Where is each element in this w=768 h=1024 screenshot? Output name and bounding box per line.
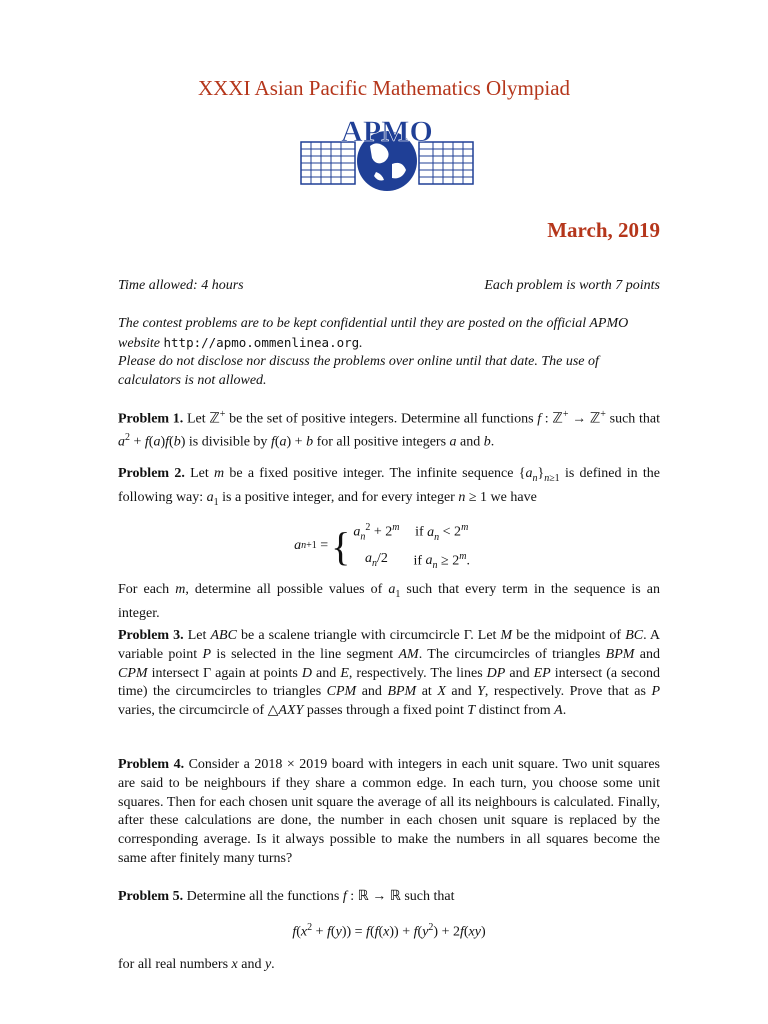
exam-meta — [118, 278, 660, 294]
problem-3: Problem 3. Let ABC be a scalene triangle with circumcircle Γ. Let M be the midpoint of BC. A variable point P is selected in the line segment AM. The circumcircles of triangles BPM and CPM intersect Γ again at points D and E, respectively. The lines DP and EP intersect (a second time) the circumcircles to triangles CPM and BPM at X and Y, respectively. Prove that as P varies, the circumcircle of △AXY passes through a fixed point T distinct from A. — [118, 628, 661, 719]
problem-4-label: Problem 4. — [118, 757, 185, 772]
problem-5-label: Problem 5. — [118, 889, 184, 904]
problem-1: Problem 1. Let ℤ+ be the set of positive integers. Determine all functions f : ℤ+ → ℤ+ such that $a^2 + f(a)f(b)$ is divisible by f(a) + b for all positive integers a and b. — [118, 409, 660, 451]
confidentiality-notice: The contest problems are to be kept confidential until they are posted on the official APMO website http://apmo.ommenlinea.org. Please do not disclose nor discuss the problems over online until that date. The use of calculators is not allowed. — [118, 316, 629, 388]
problem-3-label: Problem 3. — [118, 628, 184, 643]
logo-text: APMO — [341, 116, 433, 148]
points-per-problem: Each problem is worth 7 points — [484, 278, 660, 293]
functional-equation: $f(x^2 + f(y)) = f(f(x)) + f(y^2) + 2f(xy)$ — [292, 921, 486, 940]
problem-1-label: Problem 1. — [118, 411, 184, 427]
problem-2: Problem 2. Let m be a fixed positive integer. The infinite sequence $\{a_n\}_{n\ge 1}$ is defined in the following way: $a_1$ is a positive integer, and for every integer n ≥ 1 we have a n+1 = { $a_n^2 + 2^m$ if $a_n < 2^m$ $a_n/2$ if $a_n \ge 2^m$. For each m, determine all possible values of $a_1$ such that every term in the sequence is an integer. — [118, 466, 660, 621]
problem-4: Problem 4. Consider a 2018 × 2019 board with integers in each unit square. Two unit squares are said to be neighbours if they share a common edge. In each turn, you choose some unit squares. Then for each chosen unit square the average of all its neighbours is calculated. Finally, after these calculations are done, the number in each chosen unit square is replaced by the corresponding average. Is it always possible to make the numbers in all squares become the same after finitely many turns? — [118, 757, 660, 866]
page-title: XXXI Asian Pacific Mathematics Olympiad — [197, 76, 571, 100]
problem-5: Problem 5. Determine all the functions f : ℝ → ℝ such that $f(x^2 + f(y)) = f(f(x)) + f(y^2) + 2f(xy)$ for all real numbers x and y. — [118, 888, 660, 975]
recurrence-formula: a n+1 = { $a_n^2 + 2^m$ if $a_n < 2^m$ $a_n/2$ if $a_n \ge 2^m$. — [294, 522, 470, 572]
contest-date: March, 2019 — [547, 218, 660, 242]
notice-line-1: The contest problems are to be kept confidential until they are posted on the official APMO website — [118, 316, 629, 351]
time-allowed: Time allowed: 4 hours — [118, 278, 244, 293]
problem-2-label: Problem 2. — [118, 466, 185, 481]
apmo-logo — [298, 116, 476, 192]
website-link[interactable]: http://apmo.ommenlinea.org — [163, 334, 360, 350]
notice-line-2: Please do not disclose nor discuss the problems over online until that date. The use of calculators is not allowed. — [118, 354, 599, 388]
